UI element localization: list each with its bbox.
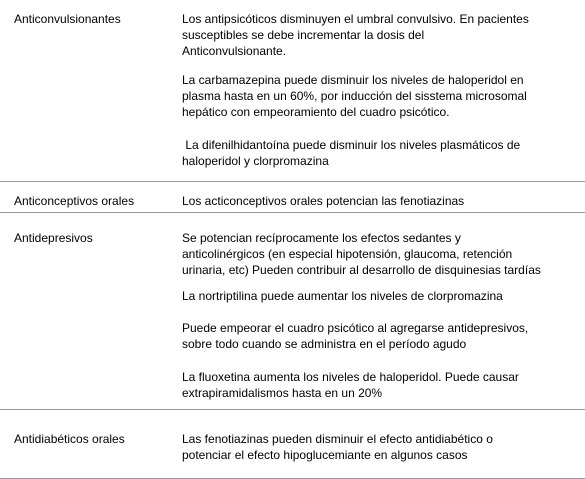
text-line: La nortriptilina puede aumentar los niveles de clorpromazina: [182, 289, 503, 303]
text-line: sobre todo cuando se administra en el período agudo: [182, 337, 467, 351]
table-row-anticonceptivos-orales: [0, 182, 585, 213]
paragraph: [182, 320, 580, 352]
row-term: Anticonvulsionantes: [14, 12, 121, 26]
paragraph: [182, 137, 580, 169]
text-line: plasma hasta en un 60%, por inducción del sisstema microsomal: [182, 89, 527, 103]
paragraph: [182, 230, 580, 278]
text-line: La carbamazepina puede disminuir los niveles de haloperidol en: [182, 73, 524, 87]
text-line: Anticonvulsionante.: [182, 44, 287, 58]
text-line: hepático con empeoramiento del cuadro psicótico.: [182, 105, 450, 119]
text-line: Los acticonceptivos orales potencian las fenotiazinas: [182, 194, 465, 208]
text-line: La difenilhidantoína puede disminuir los niveles plasmáticos de: [182, 138, 521, 152]
paragraph: [182, 288, 580, 304]
text-line: Los antipsicóticos disminuyen el umbral convulsivo. En pacientes: [182, 12, 529, 26]
paragraph: [182, 431, 580, 463]
paragraph: [182, 369, 580, 401]
text-line: anticolinérgicos (en especial hipotensión, glaucoma, retención: [182, 247, 513, 261]
text-line: La fluoxetina aumenta los niveles de haloperidol. Puede causar: [182, 370, 519, 384]
text-line: Puede empeorar el cuadro psicótico al agregarse antidepresivos,: [182, 321, 529, 335]
row-term: Anticonceptivos orales: [14, 194, 135, 208]
text-line: Las fenotiazinas pueden disminuir el efecto antidiabético o: [182, 432, 493, 446]
text-line: potenciar el efecto hipoglucemiante en algunos casos: [182, 448, 468, 462]
paragraph: [182, 72, 580, 120]
text-line: susceptibles se debe incrementar la dosis del: [182, 28, 425, 42]
text-line: extrapiramidalismos hasta en un 20%: [182, 386, 383, 400]
text-line: urinaria, etc) Pueden contribuir al desarrollo de disquinesias tardías: [182, 263, 541, 277]
row-term: Antidiabéticos orales: [14, 432, 125, 446]
text-line: haloperidol y clorpromazina: [182, 154, 329, 168]
table-row-antidepresivos: [0, 213, 585, 410]
paragraph: [182, 11, 580, 59]
text-line: Se potencian recíprocamente los efectos sedantes y: [182, 231, 461, 245]
table-row-antidiabeticos-orales: [0, 410, 585, 479]
row-term: Antidepresivos: [14, 231, 93, 245]
table-row-anticonvulsionantes: [0, 0, 585, 182]
paragraph: [182, 193, 580, 209]
